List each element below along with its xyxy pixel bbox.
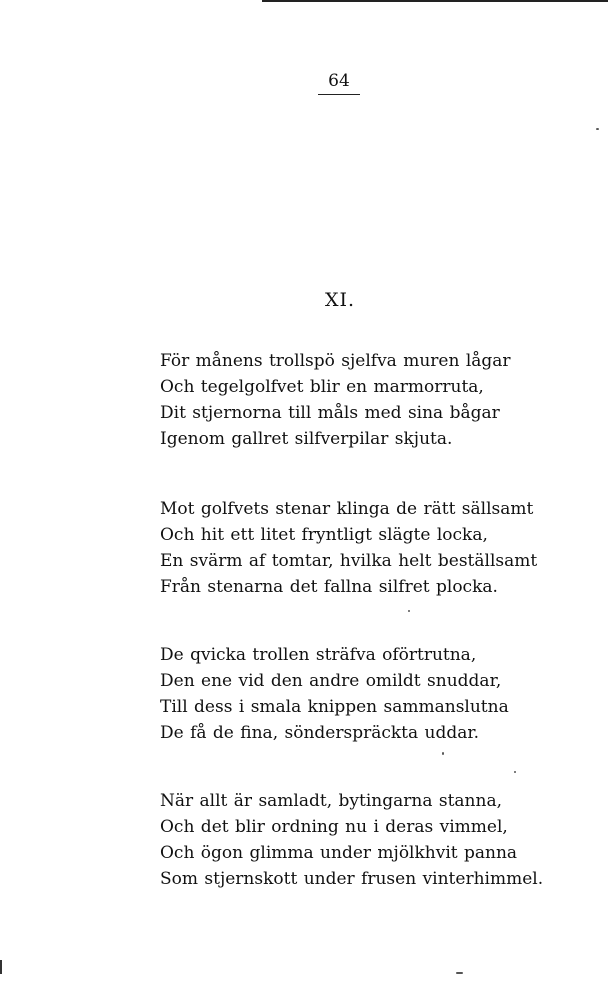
stanza-3 (160, 642, 580, 746)
top-border-rule (262, 0, 608, 2)
verse-line: De qvicka trollen sträfva oförtrutna, (160, 645, 477, 665)
verse-line: Igenom gallret silfverpilar skjuta. (160, 429, 453, 449)
stanza-2 (160, 496, 580, 600)
verse-line: En svärm af tomtar, hvilka helt beställsamt (160, 551, 538, 571)
verse-line: Och det blir ordning nu i deras vimmel, (160, 817, 508, 837)
verse-line: Från stenarna det fallna silfret plocka. (160, 577, 498, 597)
stanza-1 (160, 348, 580, 452)
scan-speck (442, 752, 444, 755)
scan-speck (408, 610, 410, 612)
page-number: 64 (328, 71, 350, 91)
verse-line: De få de fina, sönderspräckta uddar. (160, 723, 480, 743)
scan-edge-mark (0, 960, 2, 974)
verse-line: Till dess i smala knippen sammanslutna (160, 697, 509, 717)
verse-line: Den ene vid den andre omildt snuddar, (160, 671, 502, 691)
verse-line: Mot golfvets stenar klinga de rätt sällsamt (160, 499, 534, 519)
verse-line: Som stjernskott under frusen vinterhimmel. (160, 869, 544, 889)
page-number-underline (318, 94, 360, 95)
verse-line: För månens trollspö sjelfva muren lågar (160, 351, 511, 371)
verse-line: Och hit ett litet fryntligt slägte locka, (160, 525, 488, 545)
scan-speck (456, 972, 463, 974)
stanza-4 (160, 788, 580, 892)
poem-title: XI. (324, 289, 356, 311)
verse-line: Dit stjernorna till måls med sina bågar (160, 403, 500, 423)
verse-line: När allt är samladt, bytingarna stanna, (160, 791, 502, 811)
scan-speck (596, 128, 599, 130)
verse-line: Och tegelgolfvet blir en marmorruta, (160, 377, 484, 397)
scan-speck (514, 771, 516, 773)
verse-line: Och ögon glimma under mjölkhvit panna (160, 843, 518, 863)
